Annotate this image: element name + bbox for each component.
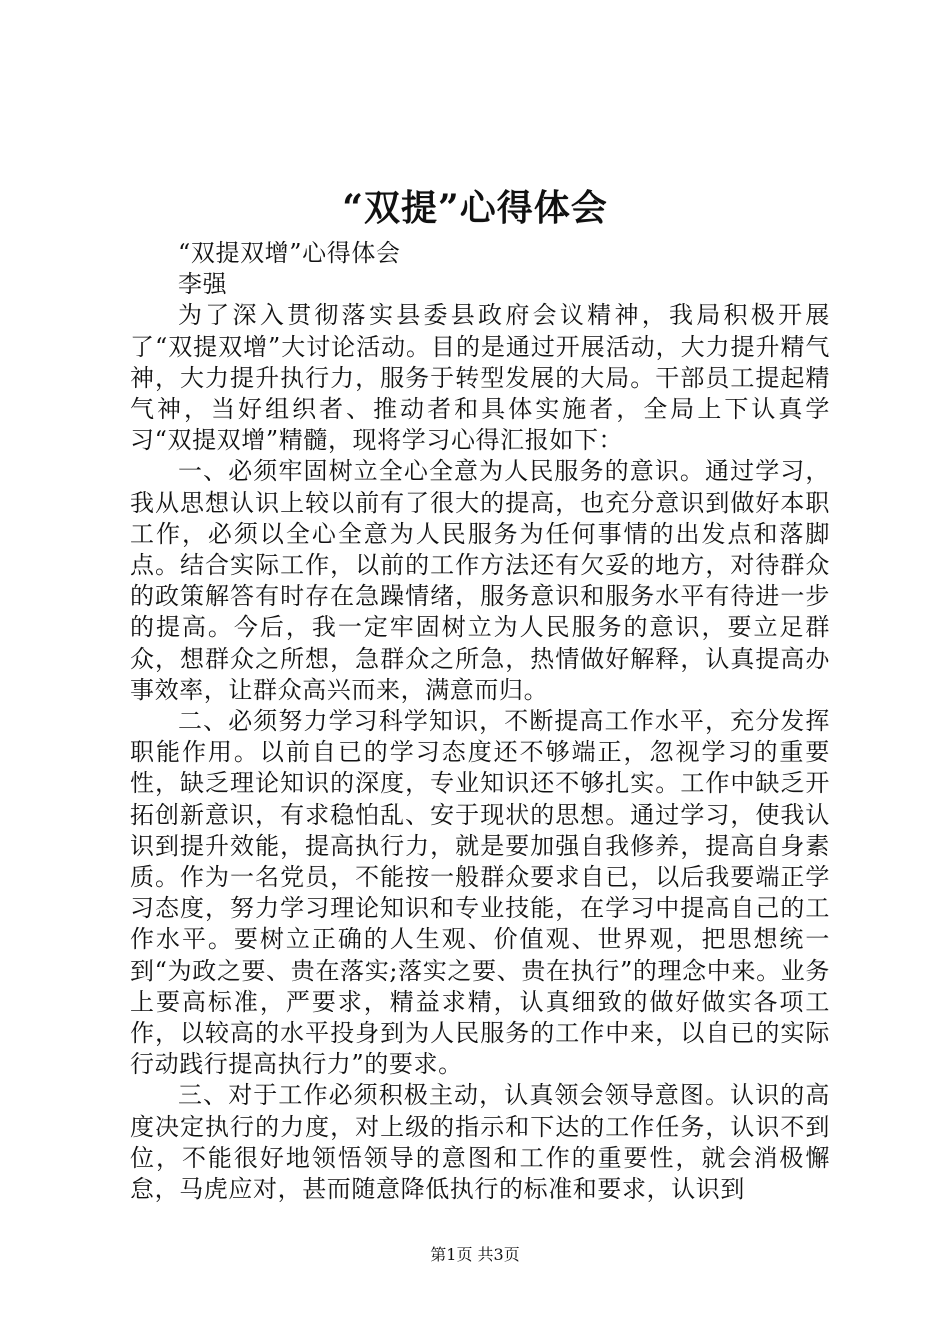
page-footer: 第1页 共3页 — [430, 1245, 520, 1264]
subtitle: “双提双增”心得体会 — [178, 239, 401, 267]
document-body — [130, 238, 830, 1205]
paragraph: 一、必须牢固树立全心全意为人民服务的意识。通过学习，我从思想认识上较以前有了很大的提高，也充分意识到做好本职工作，必须以全心全意为人民服务为任何事情的出发点和落脚点。结合实际工作，以前的工作方法还有欠妥的地方，对待群众的政策解答有时存在急躁情绪，服务意识和服务水平有待进一步的提高。今后，我一定牢固树立为人民服务的意识，要立足群众，想群众之所想，急群众之所急，热情做好解释，认真提高办事效率，让群众高兴而来，满意而归。 — [130, 457, 830, 704]
page-title: “双提”心得体会 — [342, 187, 608, 229]
paragraph: 二、必须努力学习科学知识，不断提高工作水平，充分发挥职能作用。以前自已的学习态度还不够端正，忽视学习的重要性，缺乏理论知识的深度，专业知识还不够扎实。工作中缺乏开拓创新意识，有求稳怕乱、安于现状的思想。通过学习，使我认识到提升效能，提高执行力，就是要加强自我修养，提高自身素质。作为一名党员，不能按一般群众要求自已，以后我要端正学习态度，努力学习理论知识和专业技能，在学习中提高自己的工作水平。要树立正确的人生观、价值观、世界观，把思想统一到“为政之要、贵在落实;落实之要、贵在执行”的理念中来。业务上要高标准，严要求，精益求精，认真细致的做好做实各项工作，以较高的水平投身到为人民服务的工作中来，以自已的实际行动践行提高执行力”的要求。 — [130, 707, 830, 1079]
paragraph: 三、对于工作必须积极主动，认真领会领导意图。认识的高度决定执行的力度，对上级的指示和下达的工作任务，认识不到位，不能很好地领悟领导的意图和工作的重要性，就会消极懈怠，马虎应对，甚而随意降低执行的标准和要求，认识到 — [130, 1081, 830, 1204]
paragraph: 为了深入贯彻落实县委县政府会议精神，我局积极开展了“双提双增”大讨论活动。目的是通过开展活动，大力提升精气神，大力提升执行力，服务于转型发展的大局。干部员工提起精气神，当好组织者、推动者和具体实施者，全局上下认真学习“双提双增”精髓，现将学习心得汇报如下： — [130, 301, 830, 455]
author: 李强 — [178, 270, 228, 299]
